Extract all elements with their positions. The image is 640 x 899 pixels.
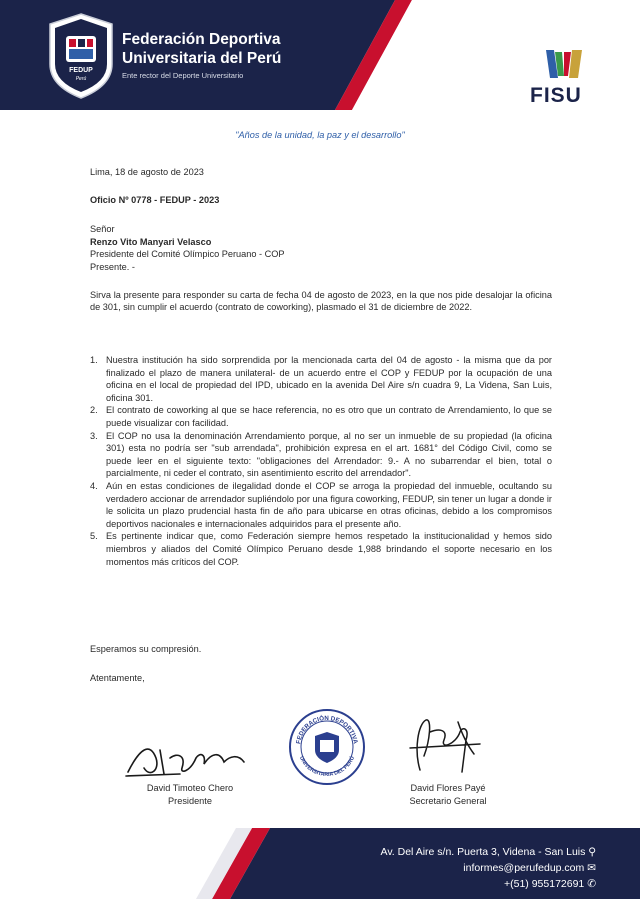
signer-name: David Flores Payé — [410, 783, 486, 793]
list-item-text: El COP no usa la denominación Arrendamiento porque, al no ser un inmueble de su propiedad (la oficina 301) esta no podría ser "sub arrendada", prohibición expresa en el art. 1681° del Código Civil, como se puede leer en el siguiente texto: "obligaciones del Arrendador: 9.- A no subarrendar el bien, total o parcialmente, ni ceder el contrato, sin asentimiento escrito del arrendador". — [106, 430, 552, 479]
badge-text: FEDUP — [69, 67, 93, 74]
points-list — [90, 354, 552, 568]
closing-block — [90, 643, 552, 684]
list-item-text: Es pertinente indicar que, como Federación siempre hemos respetado la institucionalidad y hemos sido miembros y aliados del Comité Olímpico Peruano desde 1,988 brindando el soporte necesario en los momentos más críticos del COP. — [106, 531, 552, 567]
list-item-number: 4. — [90, 480, 98, 491]
presente: Presente. - — [90, 261, 135, 272]
list-item-number: 3. — [90, 430, 98, 441]
whatsapp-icon: ✆ — [587, 878, 596, 890]
mail-icon: ✉ — [587, 862, 596, 874]
fedup-logo — [46, 12, 116, 100]
list-item-text: Aún en estas condiciones de ilegalidad donde el COP se arroga la propiedad del inmueble, ocultando su verdadero accionar de arrendador supliéndolo por una figura coworking, FEDUP, sin tener un lugar a donde ir le solicita un plazo prudencial hasta fin de año para ubicarse en otras oficinas, debido a los compromisos deportivos nacionales e internacionales adquiridos para el presente año. — [106, 480, 552, 529]
org-name — [122, 30, 281, 68]
list-item-text: El contrato de coworking al que se hace referencia, no es otro que un contrato de Arrendamiento, lo que se puede visualizar con facilidad. — [106, 405, 552, 428]
letter-header-block — [90, 166, 552, 314]
list-item — [90, 404, 552, 429]
footer-email — [463, 862, 596, 874]
list-item — [90, 530, 552, 568]
footer-address — [381, 846, 597, 858]
list-item — [90, 354, 552, 404]
footer-phone — [504, 878, 596, 890]
list-item-number: 5. — [90, 531, 98, 542]
org-subtitle: Ente rector del Deporte Universitario — [122, 71, 244, 80]
list-item-text: Nuestra institución ha sido sorprendida por la mencionada carta del 04 de agosto - la misma que da por finalizado el plazo de manera unilateral- de un acuerdo entre el COP y FEDUP por la ocupación de una oficina en el local de propiedad del IPD, ubicado en la avenida Del Aire s/n cuadra 9, La Videna, San Luis, oficina 301. — [106, 355, 552, 403]
org-name-line2: Universitaria del Perú — [122, 50, 282, 67]
secretary-signature — [400, 710, 496, 784]
signer-role: Presidente — [168, 795, 212, 806]
phone-text: +(51) 955172691 — [503, 878, 585, 890]
list-item — [90, 430, 552, 480]
email-text: informes@perufedup.com — [463, 862, 585, 874]
signature-left — [120, 782, 260, 807]
salutation: Señor — [90, 224, 115, 235]
seal-text-top: FEDERACIÓN DEPORTIVA — [295, 714, 359, 745]
motto: "Años de la unidad, la paz y el desarrollo" — [235, 130, 405, 140]
list-item-number: 1. — [90, 355, 98, 365]
seal-text-bottom: UNIVERSITARIA DEL PERÚ — [297, 755, 357, 779]
signature-right — [380, 782, 516, 807]
signer-name: David Timoteo Chero — [146, 783, 234, 793]
list-item — [90, 480, 552, 530]
fisu-label: FISU — [530, 84, 582, 107]
seal-stamp — [288, 708, 366, 786]
closing-line: Esperamos su compresión. — [90, 644, 202, 654]
farewell: Atentamente, — [90, 672, 145, 683]
badge-subtext: Perú — [75, 76, 87, 82]
place-date: Lima, 18 de agosto de 2023 — [90, 167, 204, 177]
signer-role: Secretario General — [409, 795, 487, 806]
intro-paragraph: Sirva la presente para responder su carta de fecha 04 de agosto de 2023, en la que nos pide desalojar la oficina de 301, sin cumplir el acuerdo (contrato de coworking), plasmado el 31 de diciembre de 2022. — [90, 289, 552, 313]
org-name-line1: Federación Deportiva — [122, 31, 281, 48]
location-pin-icon: ⚲ — [588, 846, 596, 858]
list-item-number: 2. — [90, 405, 98, 416]
recipient-name: Renzo Vito Manyari Velasco — [90, 236, 212, 247]
recipient-title: Presidente del Comité Olímpico Peruano - COP — [90, 249, 285, 260]
address-text: Av. Del Aire s/n. Puerta 3, Videna - San Luis — [380, 846, 586, 858]
reference-number: Oficio Nº 0778 - FEDUP - 2023 — [90, 194, 220, 205]
president-signature — [120, 728, 260, 784]
